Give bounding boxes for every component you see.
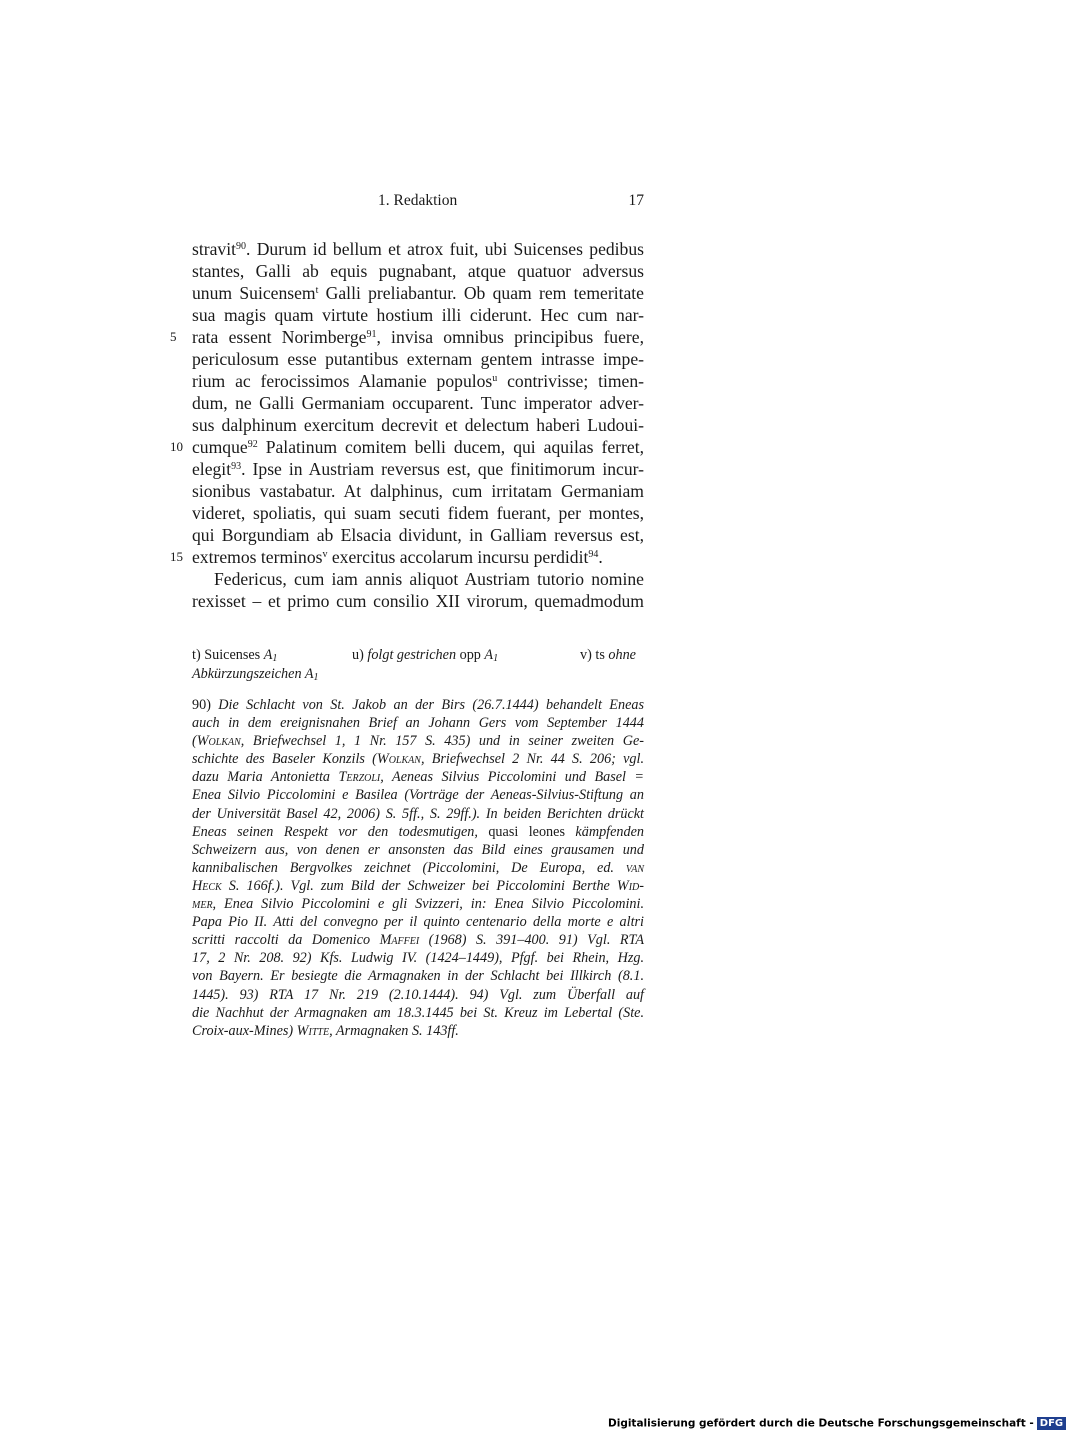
text-run: Palatinum comitem belli ducem, qui aquilas ferret, (257, 437, 644, 457)
text-run: . Ipse in Austriam reversus est, que finitimorum incur- (241, 459, 644, 479)
italic-text: Papa Pio II. Atti del convegno per il quinto centenario della morte e altri (192, 914, 644, 931)
footnote-line (192, 949, 644, 967)
italic-text: ( (192, 733, 197, 750)
text-run: Galli preliabantur. Ob quam rem temeritate (318, 283, 644, 303)
text-run: quasi leones (488, 823, 565, 840)
footnotes (192, 696, 644, 1040)
text-run: cumque (192, 437, 248, 457)
text-run: Federicus, cum iam annis aliquot Austriam tutorio nomine (214, 569, 644, 589)
running-title: 1. Redaktion (378, 192, 458, 209)
line-number: 5 (170, 329, 177, 344)
line-number: 10 (170, 439, 183, 454)
text-run: stantes, Galli ab equis pugnabant, atque quatuor adversus (192, 261, 644, 281)
text-line (170, 326, 644, 348)
footnote-line (192, 1022, 644, 1040)
apparatus-row (192, 665, 644, 684)
italic-text: der Universität Basel 42, 2006) S. 5ff., S. 29ff.). In beiden Berichten drückt (192, 805, 644, 822)
text-run: elegit (192, 459, 232, 479)
italic-text: , Briefwechsel 1, 1 Nr. 157 S. 435) und in seiner zweiten Ge- (240, 733, 644, 750)
footnote-line (192, 750, 644, 768)
italic-text: Die Schlacht von St. Jakob an der Birs (26.7.1444) behandelt Eneas (218, 697, 644, 713)
text-run: . (598, 547, 603, 567)
footnote-line (192, 895, 644, 913)
text-run: 90) (192, 697, 219, 713)
text-run: exercitus accolarum incursu perdidit (327, 547, 589, 567)
italic-text: (1968) S. 391–400. 91) Vgl. RTA (419, 932, 645, 949)
small-caps-name: Wolkan (196, 733, 241, 750)
small-caps-name: Heck (192, 877, 222, 894)
italic-text: Eneas seinen Respekt vor den todesmutigen, (192, 823, 489, 840)
text-line (192, 370, 644, 392)
text-run: stravit (192, 239, 236, 259)
text-line (192, 458, 644, 480)
text-run: sionibus vastabatur. At dalphinus, cum irritatam Germaniam (192, 481, 644, 501)
apparatus-row (192, 646, 644, 665)
text-run: rata essent Norimberge (192, 327, 367, 347)
text-run: sua magis quam virtute hostium illi ciderunt. Hec cum nar- (192, 305, 644, 325)
apparatus-note-v: v) ts ohne (580, 647, 636, 663)
italic-text: Croix-aux-Mines) (192, 1022, 297, 1039)
text-run: , invisa omnibus principibus fuere, (376, 327, 644, 347)
italic-text: , Aeneas Silvius Piccolomini und Basel = (380, 769, 644, 786)
text-line (192, 348, 644, 370)
italic-text: von Bayern. Er besiegte die Armagnaken in der Schlacht bei Illkirch (8.1. (192, 968, 644, 985)
small-caps-name: Maffei (379, 932, 420, 949)
footnote-reference: 93 (231, 461, 242, 472)
small-caps-name: Terzoli (338, 769, 381, 786)
text-line (192, 392, 644, 414)
text-line (170, 546, 644, 568)
text-run: rexisset – et primo cum consilio XII virorum, quemadmodum (192, 591, 644, 611)
footnote-line (192, 696, 644, 714)
footnote-reference: 91 (366, 329, 377, 340)
text-line (192, 568, 644, 590)
text-run: periculosum esse putantibus externam gentem intrasse impe- (192, 349, 644, 369)
footnote-line (192, 714, 644, 732)
dfg-logo: DFG (1037, 1417, 1066, 1430)
footnote-line (192, 786, 644, 804)
footnote-reference: 94 (588, 549, 599, 560)
small-caps-name: mer (192, 896, 213, 913)
text-line (192, 590, 644, 612)
text-run: contrivisse; timen- (497, 371, 644, 391)
italic-text: 1445). 93) RTA 17 Nr. 219 (2.10.1444). 94) Vgl. zum Überfall auf (192, 986, 644, 1003)
footnote-line (192, 877, 644, 895)
dfg-notice-text: Digitalisierung gefördert durch die Deutsche Forschungsgemeinschaft (608, 1417, 1026, 1430)
text-run: extremos terminos (192, 547, 323, 567)
text-line (192, 304, 644, 326)
text-line (192, 238, 644, 260)
apparatus-note-t: t) Suicenses $A_1$ (192, 647, 278, 664)
italic-text: schichte des Baseler Konzils ( (192, 751, 377, 768)
text-line (192, 524, 644, 546)
italic-text: S. 166f.). Vgl. zum Bild der Schweizer bei Piccolomini Berthe (221, 877, 617, 894)
text-line (192, 282, 644, 304)
main-text (170, 238, 644, 612)
dfg-notice-separator: - (1025, 1417, 1034, 1430)
italic-text: scritti raccolti da Domenico (192, 932, 380, 949)
footnote-line (192, 986, 644, 1004)
italic-text: Enea Silvio Piccolomini e Basilea (Vorträge der Aeneas-Silvius-Stiftung an (192, 787, 644, 804)
text-run: sus dalphinum exercitum decrevit et delectum haberi Ludoui- (192, 415, 644, 435)
text-line (192, 260, 644, 282)
footnote-line (192, 732, 644, 750)
footnote-line (192, 967, 644, 985)
footnote-reference: v (322, 549, 328, 560)
footnote-line (192, 913, 644, 931)
apparatus-note-v-continued: Abkürzungszeichen $A_1$ (192, 666, 319, 683)
italic-text: , Enea Silvio Piccolomini e gli Svizzeri, in: Enea Silvio Piccolomini. (212, 896, 644, 913)
italic-text: , Briefwechsel 2 Nr. 44 S. 206; vgl. (420, 751, 644, 768)
footnote-line (192, 1004, 644, 1022)
italic-text: 17, 2 Nr. 208. 92) Kfs. Ludwig IV. (1424–1449), Pfgf. bei Rhein, Hzg. (192, 950, 644, 967)
text-run: dum, ne Galli Germaniam occuparent. Tunc imperator adver- (192, 393, 644, 413)
italic-text: dazu Maria Antonietta (192, 769, 339, 786)
footnote-line (192, 805, 644, 823)
footnote-reference: 92 (247, 439, 258, 450)
small-caps-name: van (625, 859, 644, 876)
critical-apparatus (192, 646, 644, 684)
italic-text: kannibalischen Bergvolkes zeichnet (Piccolomini, De Europa, ed. (192, 859, 626, 876)
page-header (192, 192, 644, 214)
text-line (192, 502, 644, 524)
footnote-line (192, 768, 644, 786)
text-run: qui Borgundiam ab Elsacia dividunt, in Galliam reversus est, (192, 525, 644, 545)
footnote-reference: t (315, 285, 319, 296)
small-caps-name: Witte (296, 1022, 330, 1039)
footnote-line (192, 841, 644, 859)
text-run: . Durum id bellum et atrox fuit, ubi Suicenses pedibus (245, 239, 644, 259)
footnote-line (192, 823, 644, 841)
footnote-reference: u (492, 373, 498, 384)
text-run: videret, spoliatis, qui suam secuti fidem fuerant, per montes, (192, 503, 644, 523)
italic-text: auch in dem ereignisnahen Brief an Johann Gers vom September 1444 (192, 715, 644, 732)
small-caps-name: Wolkan (376, 751, 421, 768)
text-line (192, 480, 644, 502)
line-number: 15 (170, 549, 183, 564)
italic-text: kämpfenden (564, 823, 644, 840)
italic-text: , Armagnaken S. 143ff. (329, 1022, 459, 1039)
text-line (170, 436, 644, 458)
small-caps-name: Wid- (616, 877, 644, 894)
footnote-line (192, 931, 644, 949)
dfg-funding-notice (608, 1417, 1066, 1430)
footnote-line (192, 859, 644, 877)
text-line (192, 414, 644, 436)
text-run: rium ac ferocissimos Alamanie populos (192, 371, 493, 391)
footnote-reference: 90 (235, 241, 246, 252)
page-number: 17 (628, 192, 644, 209)
apparatus-note-u: u) folgt gestrichen opp $A_1$ (352, 647, 499, 664)
italic-text: Schweizern aus, von denen er ansonsten das Bild eines grausamen und (192, 841, 644, 858)
text-run: unum Suicensem (192, 283, 316, 303)
italic-text: die Nachhut der Armagnaken am 18.3.1445 bei St. Kreuz im Lebertal (Ste. (192, 1004, 644, 1021)
